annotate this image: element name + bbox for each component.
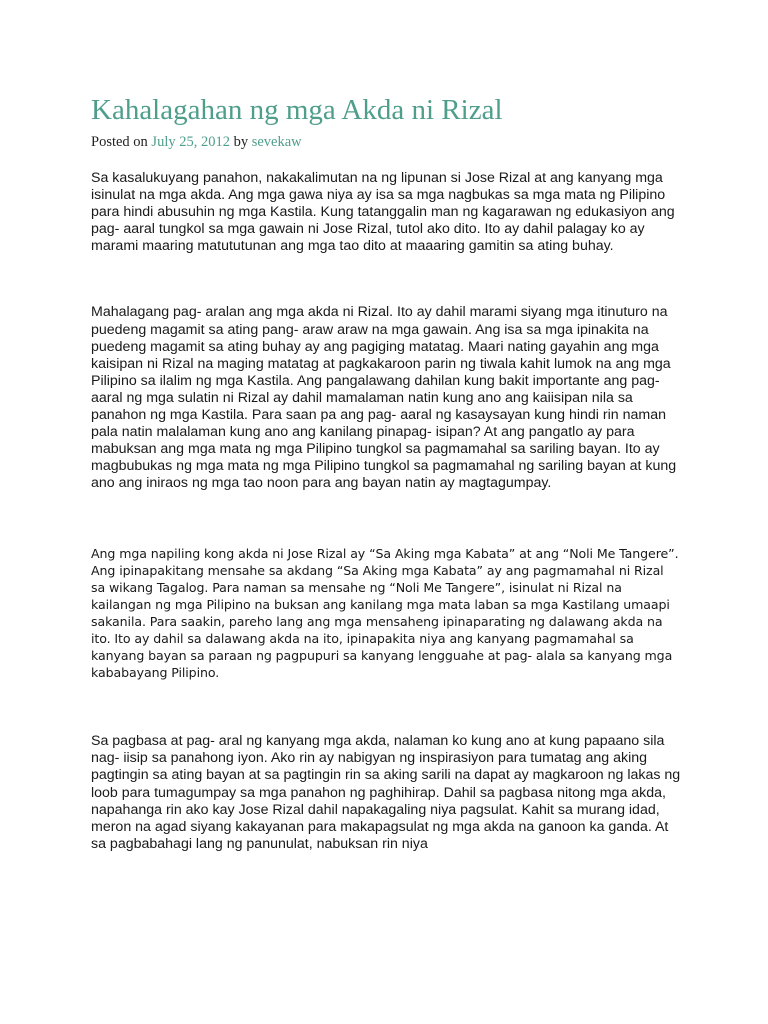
post-date-link[interactable]: July 25, 2012 xyxy=(151,134,230,150)
posted-on-label: Posted on xyxy=(91,134,148,150)
author-link[interactable]: sevekaw xyxy=(251,134,302,150)
paragraph-4: Sa pagbasa at pag- aral ng kanyang mga akda, nalaman ko kung ano at kung papaano sila nag- iisip sa panahong iyon. Ako rin ay nabigyan ng inspirasiyon para tumatag ang aking pagtingin sa ating bayan at sa pagtingin rin sa aking sarili na dapat ay magkaroon ng lakas ng loob para tumagumpay sa mga panahon ng paghihirap. Dahil sa pagbasa nitong mga akda, napahanga rin ako kay Jose Rizal dahil napakagaling niya pagsulat. Kahit sa murang idad, meron na agad siyang kakayanan para makapagsulat ng mga akda na ganoon ka ganda. At sa pagbabahagi lang ng panunulat, nabuksan rin niya xyxy=(91,733,681,852)
post-meta xyxy=(91,134,681,151)
by-label: by xyxy=(233,134,249,150)
article-title: Kahalagahan ng mga Akda ni Rizal xyxy=(91,94,503,126)
article xyxy=(91,93,681,853)
paragraph-3: Ang mga napiling kong akda ni Jose Rizal ay “Sa Aking mga Kabata” at ang “Noli Me Tangere”. Ang ipinapakitang mensahe sa akdang “Sa Aking mga Kabata” ay ang pagmamahal ni Rizal sa wikang Tagalog. Para naman sa mensahe ng “Noli Me Tangere”, isinulat ni Rizal na kailangan ng mga Pilipino na buksan ang kanilang mga mata laban sa mga Kastilang umaapi sakanila. Para saakin, pareho lang ang mga mensaheng ipinaparating ng dalawang akda na ito. Ito ay dahil sa dalawang akda na ito, ipinapakita niya ang kanyang pagmamahal sa kanyang bayan sa paraan ng pagpupuri sa kanyang lengguahe at pag- alala sa kanyang mga kababayang Pilipino. xyxy=(91,545,679,681)
paragraph-1: Sa kasalukuyang panahon, nakakalimutan na ng lipunan si Jose Rizal at ang kanyang mga isinulat na mga akda. Ang mga gawa niya ay isa sa mga nagbukas sa mga mata ng Pilipino para hindi abusuhin ng mga Kastila. Kung tatanggalin man ng kagarawan ng edukasiyon ang pag- aaral tungkol sa mga gawain ni Jose Rizal, tutol ako dito. Ito ay dahil palagay ko ay marami maaring matututunan ang mga tao dito at maaaring gamitin sa ating buhay. xyxy=(91,170,675,255)
paragraph-2: Mahalagang pag- aralan ang mga akda ni Rizal. Ito ay dahil marami siyang mga itinuturo na puedeng magamit sa ating pang- araw araw na mga gawain. Ang isa sa mga ipinakita na puedeng magamit sa ating buhay ay ang pagiging matatag. Maari nating gayahin ang mga kaisipan ni Rizal na maging matatag at pagkakaroon parin ng tiwala kahit lumok na ang mga Pilipino sa ilalim ng mga Kastila. Ang pangalawang dahilan kung bakit importante ang pag- aaral ng mga sulatin ni Rizal ay dahil mamalaman natin kung ano ang kaiisipan nila sa panahon ng mga Kastila. Para saan pa ang pag- aaral ng kasaysayan kung hindi rin naman pala natin malalaman kung ano ang kanilang pinapag- isipan? At ang pangatlo ay para mabuksan ang mga mata ng mga Pilipino tungkol sa pagmamahal sa sariling bayan. Ito ay magbubukas ng mga mata ng mga Pilipino tungkol sa pagmamahal ng sariling bayan at kung ano ang iniraos ng mga tao noon para ang bayan natin ay magtagumpay. xyxy=(91,304,677,492)
